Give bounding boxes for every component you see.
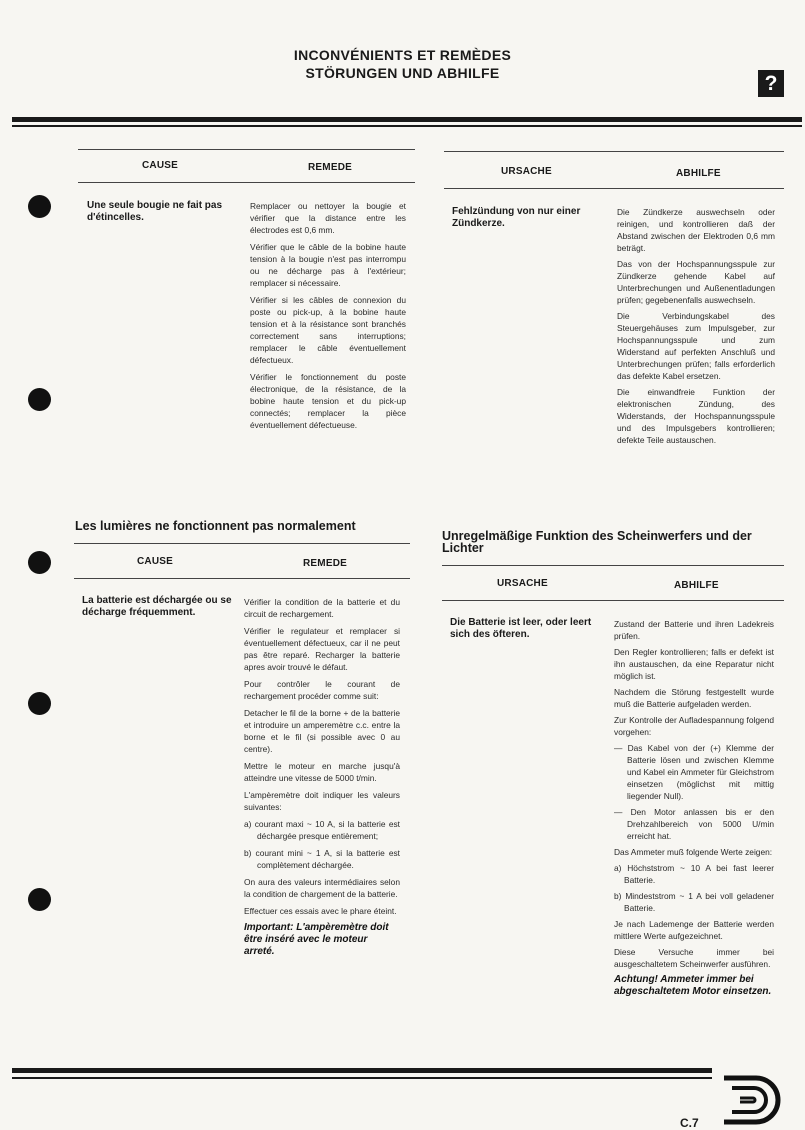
table-rule [442, 565, 784, 566]
cause-text: La batterie est déchargée ou se décharge fréquemment. [82, 595, 232, 618]
important-note: Important: L'ampèremètre doit être inséré avec le moteur arreté. [244, 922, 389, 957]
remedy-paragraph: Pour contrôler le courant de rechargement procéder comme suit: [244, 679, 400, 701]
remedy-paragraph: Die einwandfreie Funktion der elektronischen Zündung, des Widerstands, der Hochspannungsspule und des Impulsgebers kontrollieren; defekte Teile austauschen. [617, 387, 775, 445]
section-heading: Les lumières ne fonctionnent pas normalement [75, 519, 356, 533]
binder-hole [28, 551, 51, 574]
section-heading: Unregelmäßige Funktion des Scheinwerfers und der Lichter [442, 529, 752, 555]
table-rule [74, 578, 410, 579]
remedy-paragraph: Die Zündkerze auswechseln oder reinigen, und kontrollieren daß der Abstand zwischen der Elektroden 0,6 mm beträgt. [617, 207, 775, 253]
remedy-list-item: b) courant mini ~ 1 A, si la batterie est complètement déchargée. [244, 848, 400, 870]
remedy-paragraph: Vérifier le fonctionnement du poste électronique, de la résistance, de la bobine haute tension et du pick-up connectés; remplacer la pièce éventuellement défectueuse. [250, 372, 406, 430]
remedy-paragraph: Vérifier si les câbles de connexion du poste ou pick-up, à la bobine haute tension et à la résistance sont branchés correctement sans interruptions; remplacer le câble éventuellement défectueux. [250, 295, 406, 365]
remedy-paragraph: Das Ammeter muß folgende Werte zeigen: [614, 847, 773, 857]
table-rule [78, 182, 415, 183]
table-rule [74, 543, 410, 544]
bottom-rule-thin [12, 1077, 712, 1079]
remedy-text-block [250, 200, 406, 436]
remedy-paragraph: Den Regler kontrollieren; falls er defekt ist ihn austauschen, da eine Reparatur nicht möglich ist. [614, 647, 774, 681]
top-rule-thin [12, 125, 802, 127]
remedy-list-item: — Den Motor anlassen bis er den Drehzahlbereich von 5000 U/min erreicht hat. [614, 807, 774, 841]
help-question-icon: ? [758, 70, 784, 97]
remedy-paragraph: Vérifier le regulateur et remplacer si éventuellement défectueux, car il ne peut pas être reparé. Recharger la batterie apres avoir trouvé le défaut. [244, 626, 400, 672]
binder-hole [28, 888, 51, 911]
col-header-remedy: ABHILFE [674, 580, 719, 591]
table-rule [444, 151, 784, 152]
remedy-paragraph: Nachdem die Störung festgestellt wurde muß die Batterie aufgeladen werden. [614, 687, 774, 709]
remedy-paragraph: Die Verbindungskabel des Steuergehäuses zum Impulsgeber, zur Hochspannungsspule und zum Widerstand auf perfekten Anschluß und Unterbrechungen prüfen; falls erforderlich das defekte Kabel ersetzen. [617, 311, 775, 381]
top-rule-thick [12, 117, 802, 122]
remedy-paragraph: Detacher le fil de la borne + de la batterie et introduire un amperemètre c.c. entre la borne et le fil (si possible avec 0 au centre). [244, 708, 400, 754]
remedy-list-item: — Das Kabel von der (+) Klemme der Batterie lösen und zwischen Klemme und Kabel ein Ammeter für Gleichstrom einsetzen (möglichst mit mittig liegender Null). [614, 743, 774, 801]
remedy-paragraph: Effectuer ces essais avec le phare éteint. [244, 906, 397, 916]
remedy-paragraph: Mettre le moteur en marche jusqu'à atteindre une vitesse de 5000 t/min. [244, 761, 400, 783]
remedy-paragraph: L'ampèremètre doit indiquer les valeurs suivantes: [244, 790, 400, 812]
col-header-cause: URSACHE [497, 578, 548, 589]
col-header-cause: CAUSE [142, 160, 179, 171]
remedy-text-block [617, 206, 775, 450]
table-rule [444, 188, 784, 189]
remedy-paragraph: Je nach Lademenge der Batterie werden mittlere Werte aufgezeichnet. [614, 919, 774, 941]
remedy-paragraph: Zur Kontrolle der Aufladespannung folgend vorgehen: [614, 715, 774, 737]
remedy-list-item: a) Höchststrom ~ 10 A bei fast leerer Batterie. [614, 863, 774, 885]
cause-text: Die Batterie ist leer, oder leert sich des öfteren. [450, 617, 592, 640]
binder-hole [28, 195, 51, 218]
col-header-cause: URSACHE [501, 166, 552, 177]
cause-text: Fehlzündung von nur einer Zündkerze. [452, 206, 581, 229]
important-note: Achtung! Ammeter immer bei abgeschaltetem Motor einsetzen. [614, 974, 772, 997]
remedy-paragraph: Remplacer ou nettoyer la bougie et vérifier que la distance entre les électrodes est 0,6 mm. [250, 201, 406, 235]
col-header-remedy: ABHILFE [676, 168, 721, 179]
remedy-paragraph: Zustand der Batterie und ihren Ladekreis prüfen. [614, 619, 774, 641]
col-header-remedy: REMEDE [303, 558, 347, 569]
page-number: C.7 [680, 1116, 699, 1130]
remedy-paragraph: Das von der Hochspannungsspule zur Zündkerze gehende Kabel auf Unterbrechungen und Außenentladungen prüfen; gegebenenfalls auswechseln. [617, 259, 775, 305]
page-title-fr: INCONVÉNIENTS ET REMÈDES [293, 47, 512, 63]
binder-hole [28, 692, 51, 715]
remedy-paragraph: Diese Versuche immer bei ausgeschaltetem Scheinwerfer ausführen. [614, 947, 774, 969]
remedy-list-item: b) Mindeststrom ~ 1 A bei voll geladener Batterie. [614, 891, 774, 913]
col-header-remedy: REMEDE [308, 162, 352, 173]
binder-hole [28, 388, 51, 411]
cause-text: Une seule bougie ne fait pas d'étincelles. [87, 200, 223, 223]
table-rule [442, 600, 784, 601]
remedy-list-item: a) courant maxi ~ 10 A, si la batterie est déchargée presque entièrement; [244, 819, 400, 841]
table-rule [78, 149, 415, 150]
manual-logo-icon [720, 1072, 782, 1128]
page-title-de: STÖRUNGEN UND ABHILFE [305, 65, 500, 81]
remedy-text-block [244, 596, 400, 963]
remedy-paragraph: Vérifier que le câble de la bobine haute tension à la bougie n'est pas interrompu ou ne décharge pas à l'extérieur; remplacer si nécessaire. [250, 242, 406, 288]
bottom-rule-thick [12, 1068, 712, 1073]
remedy-paragraph: Vérifier la condition de la batterie et du circuit de rechargement. [244, 597, 400, 619]
remedy-paragraph: On aura des valeurs intermédiaires selon la condition de chargement de la batterie. [244, 877, 400, 899]
remedy-text-block [614, 618, 774, 1002]
col-header-cause: CAUSE [137, 556, 174, 567]
